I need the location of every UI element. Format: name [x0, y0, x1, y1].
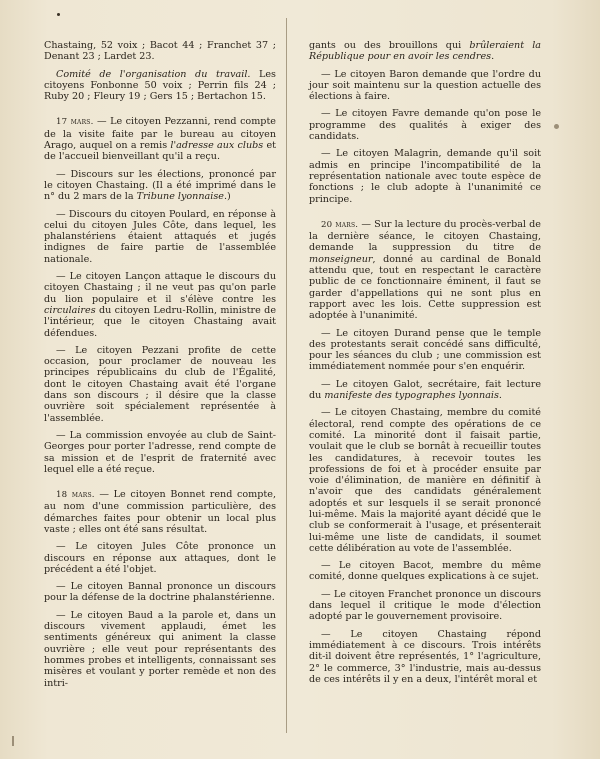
- page-mark: [12, 736, 14, 746]
- text: .): [223, 191, 231, 203]
- text: — Sur la lecture du procès-verbal de la dernière séance, le citoyen Chastaing, demande la suppression du titre de: [309, 218, 541, 254]
- session-date: 17 mars.: [56, 117, 94, 128]
- paragraph: [44, 489, 276, 535]
- text: — Le citoyen Baud a la parole et, dans un discours vivement applaudi, émet les sentiments généreux qui animent la classe ouvrière ; elle veut pour représentants des hommes probes et intelligents, connaissant ses misères et voulant y porter remède et non des intri-: [44, 609, 276, 689]
- text: — Discours du citoyen Poulard, en réponse à celui du citoyen Jules Côte, dans lequel, les phalanstériens étaient attaqués et jugés indignes de faire partie de l'assemblée nationale.: [44, 208, 276, 265]
- paragraph: [44, 40, 276, 63]
- paragraph: [309, 379, 541, 402]
- right-column: [309, 40, 541, 691]
- paragraph: [309, 589, 541, 623]
- paragraph: [44, 271, 276, 339]
- text: — Le citoyen Chastaing, membre du comité électoral, rend compte des opérations de ce comité. La minorité dont il faisait partie, voulait que le club se bornât à recueillir toutes les candidatures, à recevoir toutes les professions de foi et à procéder ensuite par voie d'élimination, de manière en définitif à n'avoir que des candidats généralement adoptés et sur lesquels il se serait prononcé lui-même. Mais la majorité ayant décidé que le club se conformerait à l'usage, et présenterait lui-même une liste de candidats, il soumet cette délibération au vote de l'assemblée.: [309, 407, 541, 554]
- text: — La commission envoyée au club de Saint-Georges pour porter l'adresse, rend compte de sa mission et de l'esprit de fraternité avec lequel elle a été reçue.: [44, 429, 276, 475]
- italic-text: brûleraient la République pour en avoir les cendres.: [309, 40, 542, 63]
- text: Les citoyens Fonbonne 50 voix ; Perrin fils 24 ; Ruby 20 ; Fleury 19 ; Gers 15 ; Bertachon 15.: [44, 68, 276, 103]
- text: — Le citoyen Chastaing répond immédiatement à ce discours. Trois intérêts dit-il doivent être représentés, 1° l'agriculture, 2° le commerce, 3° l'industrie, mais au-dessus de ces intérêts il y en a deux, l'intérêt moral et: [309, 628, 541, 685]
- paragraph: [44, 430, 276, 475]
- text: — Le citoyen Bannal prononce un discours pour la défense de la doctrine phalanstérienne.: [44, 581, 276, 604]
- italic-text: circulaires: [44, 304, 96, 316]
- text: — Le citoyen Baron demande que l'ordre du jour soit maintenu sur la question actuelle des élections à faire.: [309, 68, 541, 103]
- paragraph: [44, 541, 276, 575]
- paragraph: [44, 116, 276, 162]
- text: — Le citoyen Franchet prononce un discours dans lequel il critique le mode d'élection adopté par le gouvernement provisoire.: [309, 588, 541, 623]
- italic-text: monseigneur: [309, 253, 373, 265]
- text: du citoyen Ledru-Rollin, ministre de l'intérieur, que le citoyen Chastaing avait défendues.: [44, 304, 276, 339]
- paragraph: [309, 40, 541, 63]
- left-column: [44, 40, 276, 695]
- committee-title: Comité de l'organisation du travail.: [56, 68, 251, 80]
- text: — Le citoyen Bacot, membre du même comité, donne quelques explications à ce sujet.: [309, 560, 541, 583]
- paragraph: [44, 610, 276, 689]
- ink-dot: [57, 13, 60, 16]
- text: — Le citoyen Bonnet rend compte, au nom d'une commission particulière, des démarches faites pour obtenir un local plus vaste ; elles ont été sans résultat.: [44, 489, 277, 535]
- paragraph: [309, 69, 541, 103]
- paragraph: [309, 148, 541, 204]
- paragraph: [309, 328, 541, 373]
- italic-text: manifeste des typographes lyonnais.: [324, 390, 502, 402]
- text: gants ou des brouillons qui: [309, 40, 470, 51]
- text: — Le citoyen Malagrin, demande qu'il soit admis en principe l'incompatibilité de la représentation nationale avec toute espèce de fonctions ; le club adopte à l'unanimité ce principe.: [309, 148, 541, 205]
- text: et de l'accueil bienveillant qu'il a reçu.: [44, 140, 276, 163]
- paragraph: [309, 108, 541, 142]
- paragraph: [309, 629, 541, 685]
- text: — Le citoyen Durand pense que le temple des protestants serait concédé sans difficulté, pour les séances du club ; une commission est immédiatement nommée pour s'en enquérir.: [309, 327, 541, 373]
- ink-dot: [554, 124, 559, 129]
- italic-text: Tribune lyonnaise: [136, 191, 224, 203]
- text: — Le citoyen Jules Côte prononce un discours en réponse aux attaques, dont le précédent a été l'objet.: [44, 541, 276, 575]
- text: — Discours sur les élections, prononcé par le citoyen Chastaing. (Il a été imprimé dans le n° du 2 mars de la: [44, 168, 276, 203]
- text: Chastaing, 52 voix ; Bacot 44 ; Franchet 37 ; Denant 23 ; Lardet 23.: [44, 40, 276, 63]
- paragraph: [309, 560, 541, 583]
- session-date: 20 mars.: [321, 219, 359, 230]
- text: — Le citoyen Galot, secrétaire, fait lecture du: [309, 378, 541, 402]
- paragraph: [44, 169, 276, 203]
- paragraph: [44, 209, 276, 265]
- text: — Le citoyen Pezzani profite de cette occasion, pour proclamer de nouveau les principes républicains du club de l'Égalité, dont le citoyen Chastaing avait été l'organe dans son discours ; il désire que la classe ouvrière soit spécialement représentée à l'assemblée.: [44, 344, 276, 424]
- text: , donné au cardinal de Bonald attendu que, tout en respectant le caractère public de ce fonctionnaire éminent, il faut se garder d'appellations qui ne sont plus en rapport avec les lois. Cette suppression est adoptée à l'unanimité.: [309, 253, 541, 322]
- text: — Le citoyen Lançon attaque le discours du citoyen Chastaing ; il ne veut pas qu'on parle du lion populaire et il s'élève contre les: [44, 271, 276, 305]
- session-date: 18 mars.: [56, 490, 95, 501]
- paragraph: [44, 69, 276, 103]
- paragraph: [44, 581, 276, 604]
- column-rule: [286, 18, 287, 733]
- text: — Le citoyen Pezzanni, rend compte de la visite faite par le bureau au citoyen Arago, auquel on a remis: [44, 116, 276, 152]
- paragraph: [44, 345, 276, 424]
- text: — Le citoyen Favre demande qu'on pose le programme des qualités à exiger des candidats.: [309, 108, 541, 143]
- paragraph: [309, 407, 541, 554]
- italic-text: l'adresse aux clubs: [170, 140, 264, 152]
- paragraph: [309, 219, 541, 322]
